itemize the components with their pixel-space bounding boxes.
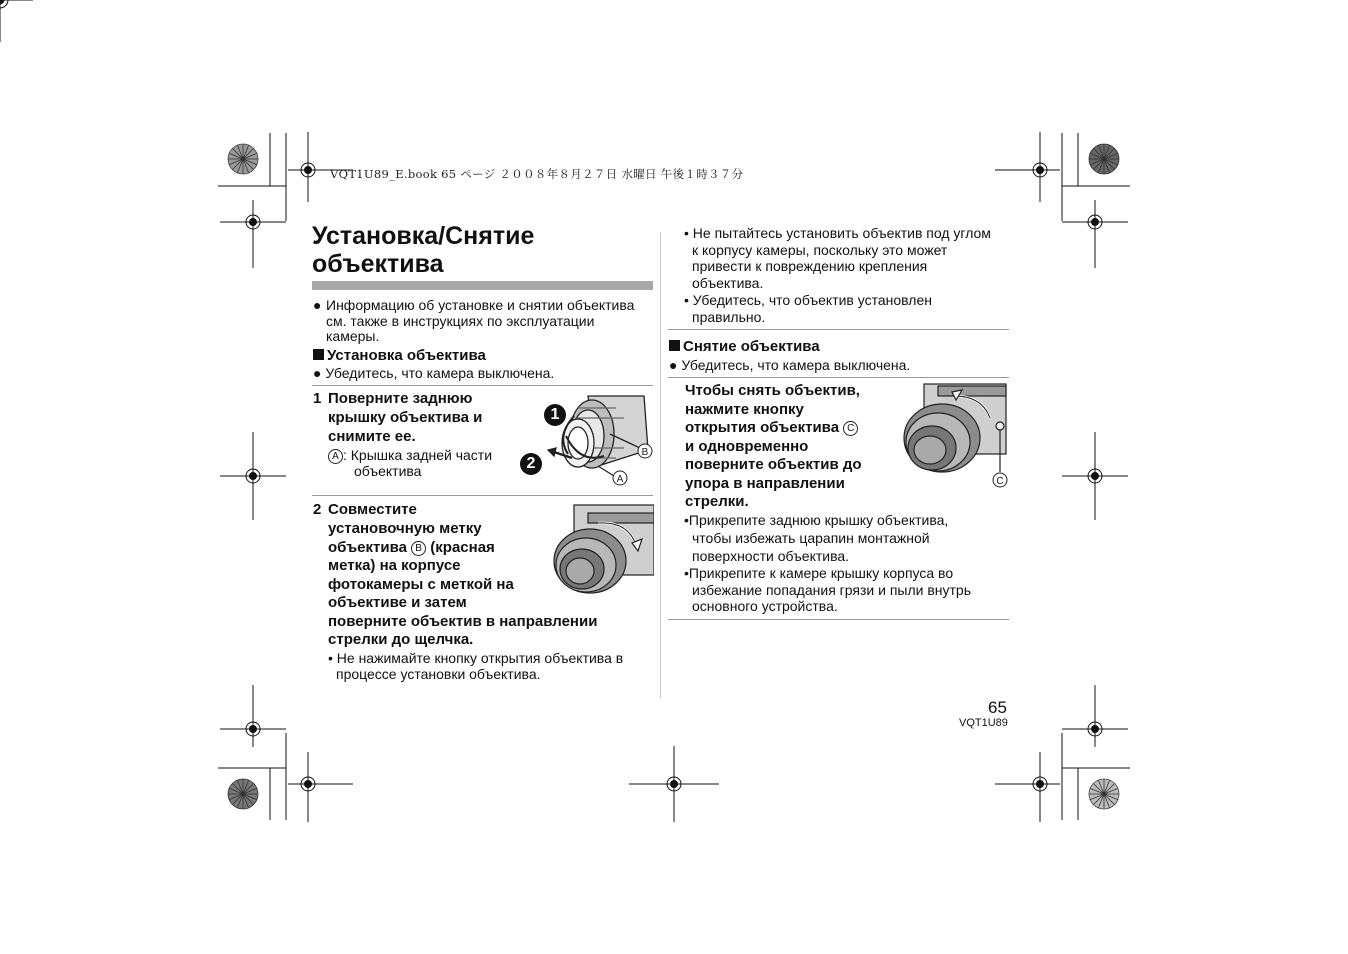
more-note-3: привести к повреждению крепления [692, 258, 928, 274]
detach-note-3: поверхности объектива. [692, 548, 850, 564]
more-note-1: • Не пытайтесь установить объектив под углом [684, 225, 991, 241]
detach-line2: нажмите кнопку [685, 401, 804, 418]
step2-line8: стрелки до щелчка. [328, 631, 474, 648]
step2-note-line1: • Не нажимайте кнопку открытия объектива в [328, 650, 624, 666]
step2-line3-before: объектива [328, 539, 407, 556]
detach-note-1: •Прикрепите заднюю крышку объектива, [684, 512, 949, 528]
intro-bullet: ● [313, 297, 322, 313]
step1-line3: снимите ее. [328, 428, 416, 445]
callout-b-marker: B [411, 541, 426, 556]
divider [668, 377, 1009, 378]
page-number: 65 [988, 698, 1007, 717]
square-bullet-icon [669, 340, 680, 351]
divider [668, 329, 1009, 330]
detach-note: ● Убедитесь, что камера выключена. [669, 357, 911, 373]
lens-mount-figure [548, 503, 654, 601]
page-title [312, 222, 652, 278]
document-code: VQT1U89 [959, 717, 1008, 729]
step1-line2: крышку объектива и [328, 409, 483, 426]
callout-a-marker: A [328, 449, 343, 464]
page-title-line1: Установка/Снятие [312, 222, 535, 250]
attach-heading [313, 347, 486, 364]
more-note-5: • Убедитесь, что объектив установлен [684, 292, 932, 308]
step2-note-line2: процессе установки объектива. [336, 666, 541, 682]
step2-line3 [328, 539, 495, 558]
detach-line3-before: открытия объектива [685, 419, 840, 436]
square-bullet-icon [313, 349, 324, 360]
detach-line3 [685, 419, 858, 438]
fig-label-a: A [616, 474, 624, 485]
rear-cap-removal-figure [518, 388, 654, 488]
step1-number: 1 [313, 390, 322, 407]
more-note-6: правильно. [692, 309, 766, 325]
more-note-2: к корпусу камеры, поскольку это может [692, 242, 948, 258]
lens-removal-figure [898, 382, 1010, 490]
detach-heading-text: Снятие объектива [683, 338, 820, 355]
column-divider [660, 232, 661, 698]
step-badge-2: 2 [520, 453, 542, 475]
fig-label-b: B [641, 447, 649, 458]
step2-line7: поверните объектив в направлении [328, 613, 598, 630]
step-badge-1: 1 [544, 404, 566, 426]
fig-label-c: C [996, 476, 1004, 487]
detach-line7: стрелки. [685, 493, 749, 510]
divider [312, 385, 653, 386]
detach-line5: поверните объектив до [685, 456, 862, 473]
divider [668, 619, 1009, 620]
step1-callout-line2: объектива [354, 463, 422, 479]
detach-line4: и одновременно [685, 438, 809, 455]
step2-number: 2 [313, 501, 322, 518]
step1-callout [328, 447, 492, 464]
step2-line3-after: (красная [430, 539, 495, 556]
step2-line2: установочную метку [328, 520, 482, 537]
detach-heading [669, 338, 820, 355]
step2-line4: метка) на корпусе [328, 557, 461, 574]
divider [312, 495, 653, 496]
callout-c-marker: C [843, 421, 858, 436]
detach-note-6: основного устройства. [692, 598, 838, 614]
step1-line1: Поверните заднюю [328, 390, 473, 407]
detach-note-4: •Прикрепите к камере крышку корпуса во [684, 565, 954, 581]
intro-line3: камеры. [326, 328, 380, 344]
intro-line2: см. также в инструкциях по эксплуатации [326, 313, 595, 329]
step2-line5: фотокамеры с меткой на [328, 576, 514, 593]
detach-line1: Чтобы снять объектив, [685, 382, 860, 399]
detach-line6: упора в направлении [685, 475, 845, 492]
book-header-line: VQT1U89_E.book 65 ページ ２００８年８月２７日 水曜日 午後１時３７分 [330, 167, 744, 181]
detach-note-2: чтобы избежать царапин монтажной [692, 530, 930, 546]
step2-line6: объективе и затем [328, 594, 467, 611]
step1-callout-text: : Крышка задней части [343, 447, 493, 463]
intro-line1: Информацию об установке и снятии объектива [326, 297, 635, 313]
title-underline-bar [312, 281, 653, 290]
attach-heading-text: Установка объектива [327, 347, 486, 364]
detach-note-5: избежание попадания грязи и пыли внутрь [692, 582, 972, 598]
more-note-4: объектива. [692, 275, 764, 291]
attach-note: ● Убедитесь, что камера выключена. [313, 365, 555, 381]
page-title-line2: объектива [312, 250, 444, 278]
step2-line1: Совместите [328, 501, 417, 518]
